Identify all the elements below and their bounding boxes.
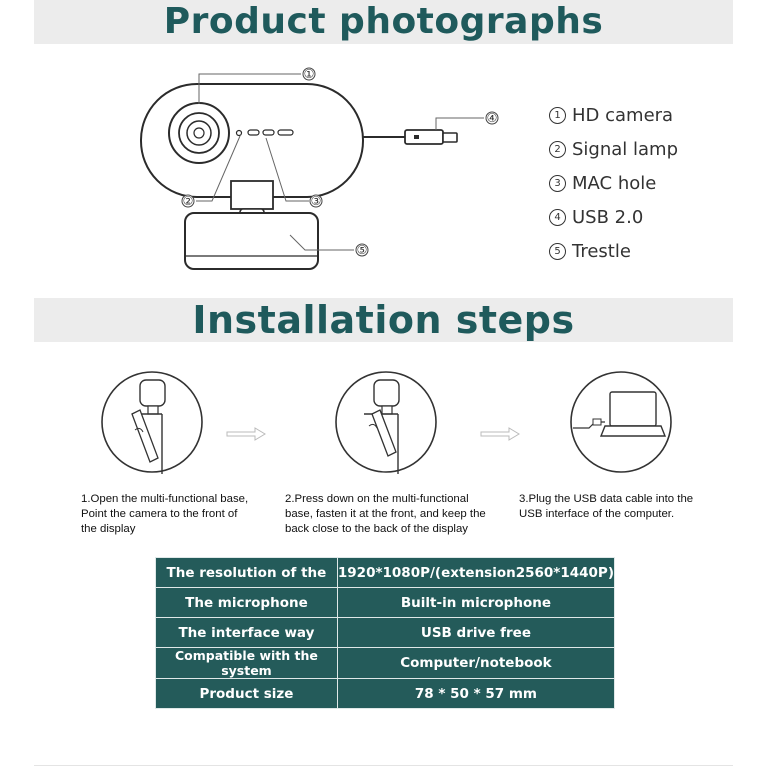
legend-item xyxy=(549,98,678,132)
legend-label: MAC hole xyxy=(572,172,657,194)
step-3-illustration xyxy=(567,370,677,480)
installation-steps-band xyxy=(34,298,733,342)
arrow-icon xyxy=(479,426,521,442)
mac-hole xyxy=(248,130,259,135)
installation-steps-heading: Installation steps xyxy=(192,298,575,342)
legend-item xyxy=(549,234,678,268)
step-1-illustration xyxy=(100,370,210,480)
callout-1: ① xyxy=(303,67,315,81)
table-row xyxy=(156,558,615,588)
callout-4: ④ xyxy=(486,111,498,125)
table-row xyxy=(156,588,615,618)
product-photographs-band xyxy=(34,0,733,44)
signal-lamp xyxy=(237,131,242,136)
spec-key: The interface way xyxy=(156,618,338,648)
callout-5: ⑤ xyxy=(356,243,368,257)
legend-number: 5 xyxy=(549,243,566,260)
bottom-divider xyxy=(34,765,733,766)
table-row xyxy=(156,648,615,679)
table-row xyxy=(156,679,615,709)
callout-3: ③ xyxy=(310,194,322,208)
spec-key: Product size xyxy=(156,679,338,709)
webcam-product-diagram xyxy=(130,60,510,290)
legend-item xyxy=(549,200,678,234)
legend-number: 1 xyxy=(549,107,566,124)
spec-value: Computer/notebook xyxy=(337,648,614,679)
arrow-icon xyxy=(225,426,267,442)
legend-item xyxy=(549,166,678,200)
spec-key: The resolution of the xyxy=(156,558,338,588)
step-1-text: 1.Open the multi-functional base, Point the camera to the front of the display xyxy=(81,493,249,535)
spec-value: 78 * 50 * 57 mm xyxy=(337,679,614,709)
callout-2: ② xyxy=(182,194,194,208)
spec-table xyxy=(155,557,615,709)
product-photographs-heading: Product photographs xyxy=(163,1,604,42)
legend-number: 2 xyxy=(549,141,566,158)
step-3-text: 3.Plug the USB data cable into the USB interface of the computer. xyxy=(519,493,694,520)
legend-label: USB 2.0 xyxy=(572,206,644,228)
step-2-illustration xyxy=(334,370,444,480)
legend-number: 4 xyxy=(549,209,566,226)
legend-label: Signal lamp xyxy=(572,138,679,160)
legend-label: HD camera xyxy=(572,104,674,126)
spec-value: Built-in microphone xyxy=(337,588,614,618)
legend-number: 3 xyxy=(549,175,566,192)
step-2-text: 2.Press down on the multi-functional base, fasten it at the front, and keep the back close to the back of the display xyxy=(285,493,486,535)
part-legend xyxy=(549,98,678,268)
spec-value: USB drive free xyxy=(337,618,614,648)
spec-key: Compatible with the system xyxy=(156,648,338,679)
legend-item xyxy=(549,132,678,166)
table-row xyxy=(156,618,615,648)
legend-label: Trestle xyxy=(572,240,631,262)
trestle-base xyxy=(185,213,318,269)
spec-key: The microphone xyxy=(156,588,338,618)
spec-value: 1920*1080P/(extension2560*1440P) xyxy=(337,558,614,588)
